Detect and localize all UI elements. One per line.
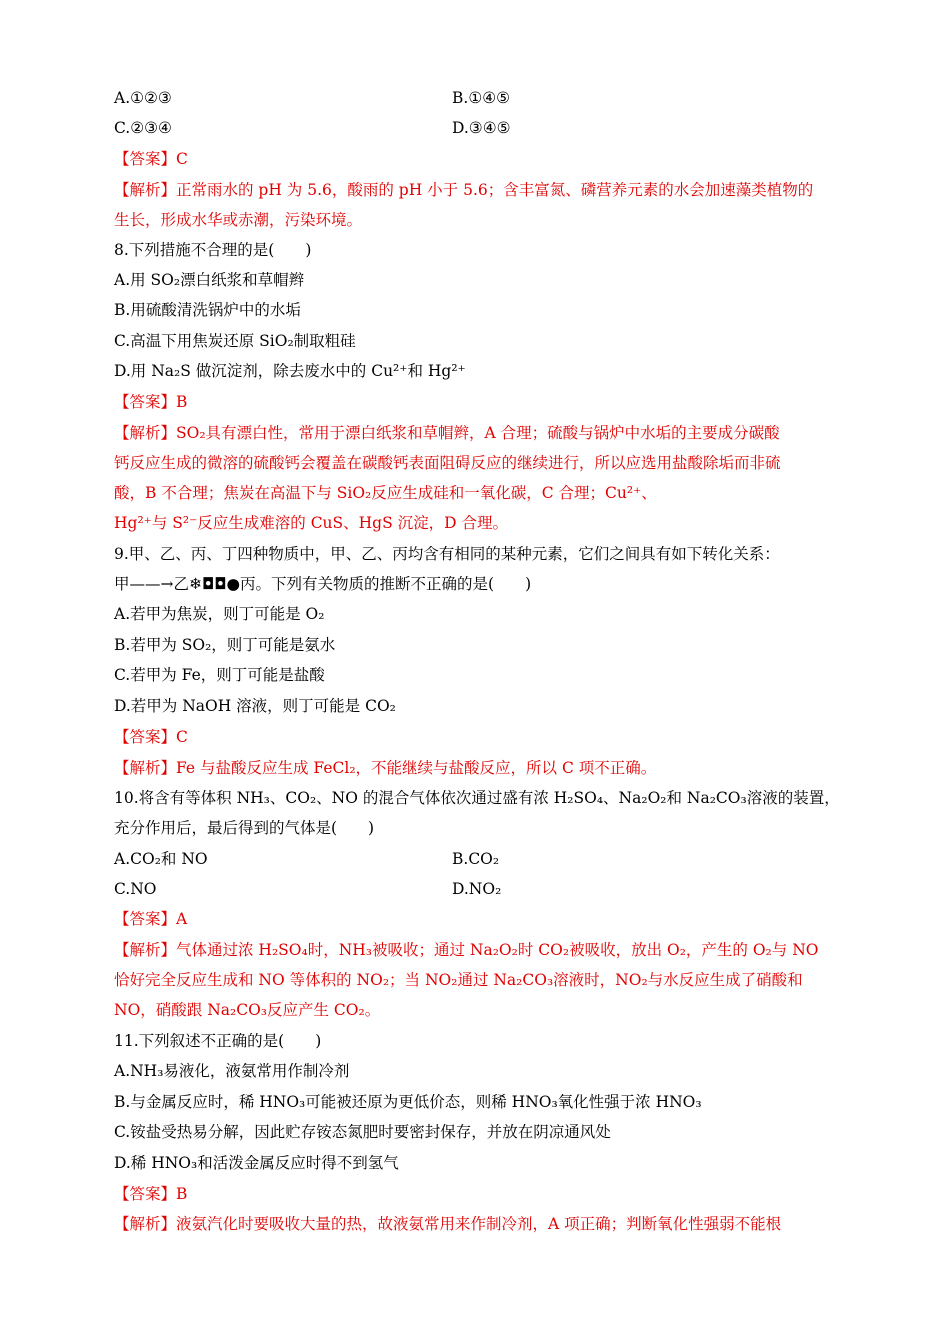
q11-option-b: B.与金属反应时，稀 HNO₃可能被还原为更低价态，则稀 HNO₃氧化性强于浓 HNO₃ [114, 1093, 702, 1111]
q11-option-c: C.铵盐受热易分解，因此贮存铵态氮肥时要密封保存，并放在阴凉通风处 [114, 1123, 611, 1141]
q8-analysis-line: 钙反应生成的微溶的硫酸钙会覆盖在碳酸钙表面阻碍反应的继续进行，所以应选用盐酸除垢而非硫 [114, 454, 781, 472]
q9-answer: 【答案】C [114, 728, 188, 746]
q8-option-d: D.用 Na₂S 做沉淀剂，除去废水中的 Cu²⁺和 Hg²⁺ [114, 362, 466, 380]
q7-analysis-line: 生长，形成水华或赤潮，污染环境。 [114, 211, 363, 229]
q10-analysis-line: 【解析】气体通过浓 H₂SO₄时，NH₃被吸收；通过 Na₂O₂时 CO₂被吸收，放出 O₂，产生的 O₂与 NO [114, 941, 819, 959]
q7-option-b: B.①④⑤ [452, 89, 511, 107]
q10-option-c: C.NO [114, 880, 157, 898]
q8-answer: 【答案】B [114, 393, 188, 411]
q9-option-a: A.若甲为焦炭，则丁可能是 O₂ [114, 605, 325, 623]
q10-answer: 【答案】A [114, 910, 188, 928]
q7-option-c: C.②③④ [114, 119, 172, 137]
q8-option-a: A.用 SO₂漂白纸浆和草帽辫 [114, 271, 305, 289]
q11-analysis-line: 【解析】液氨汽化时要吸收大量的热，故液氨常用来作制冷剂，A 项正确；判断氧化性强弱不能根 [114, 1215, 782, 1233]
q11-option-d: D.稀 HNO₃和活泼金属反应时得不到氢气 [114, 1154, 399, 1172]
q11-stem: 11.下列叙述不正确的是( ) [114, 1032, 322, 1050]
q7-analysis-line: 【解析】正常雨水的 pH 为 5.6，酸雨的 pH 小于 5.6；含丰富氮、磷营养元素的水会加速藻类植物的 [114, 181, 814, 199]
q10-stem: 10.将含有等体积 NH₃、CO₂、NO 的混合气体依次通过盛有浓 H₂SO₄、Na₂O₂和 Na₂CO₃溶液的装置， [114, 789, 840, 807]
q11-option-a: A.NH₃易液化，液氨常用作制冷剂 [114, 1062, 350, 1080]
q11-answer: 【答案】B [114, 1185, 188, 1203]
q10-analysis-line: 恰好完全反应生成和 NO 等体积的 NO₂；当 NO₂通过 Na₂CO₃溶液时，NO₂与水反应生成了硝酸和 [114, 971, 803, 989]
q10-option-d: D.NO₂ [452, 880, 502, 898]
q9-stem-reaction: 甲——→乙❄◘◘●丙。下列有关物质的推断不正确的是( ) [114, 575, 532, 593]
q9-option-b: B.若甲为 SO₂，则丁可能是氨水 [114, 636, 336, 654]
q9-stem: 9.甲、乙、丙、丁四种物质中，甲、乙、丙均含有相同的某种元素，它们之间具有如下转化关系： [114, 545, 780, 563]
q8-stem: 8.下列措施不合理的是( ) [114, 241, 312, 259]
q7-option-d: D.③④⑤ [452, 119, 511, 137]
q7-option-a: A.①②③ [114, 89, 172, 107]
q9-option-d: D.若甲为 NaOH 溶液，则丁可能是 CO₂ [114, 697, 396, 715]
q8-option-c: C.高温下用焦炭还原 SiO₂制取粗硅 [114, 332, 356, 350]
q10-analysis-line: NO，硝酸跟 Na₂CO₃反应产生 CO₂。 [114, 1001, 381, 1019]
q7-answer: 【答案】C [114, 150, 188, 168]
q9-analysis-line: 【解析】Fe 与盐酸反应生成 FeCl₂，不能继续与盐酸反应，所以 C 项不正确。 [114, 759, 657, 777]
q10-option-a: A.CO₂和 NO [114, 850, 208, 868]
q10-stem: 充分作用后，最后得到的气体是( ) [114, 819, 375, 837]
q8-analysis-line: 【解析】SO₂具有漂白性，常用于漂白纸浆和草帽辫，A 合理；硫酸与锅炉中水垢的主要成分碳酸 [114, 424, 780, 442]
q8-analysis-line: Hg²⁺与 S²⁻反应生成难溶的 CuS、HgS 沉淀，D 合理。 [114, 514, 509, 532]
q9-option-c: C.若甲为 Fe，则丁可能是盐酸 [114, 666, 325, 684]
q10-option-b: B.CO₂ [452, 850, 500, 868]
q8-option-b: B.用硫酸清洗锅炉中的水垢 [114, 301, 301, 319]
q8-analysis-line: 酸，B 不合理；焦炭在高温下与 SiO₂反应生成硅和一氧化碳，C 合理；Cu²⁺、 [114, 484, 657, 502]
